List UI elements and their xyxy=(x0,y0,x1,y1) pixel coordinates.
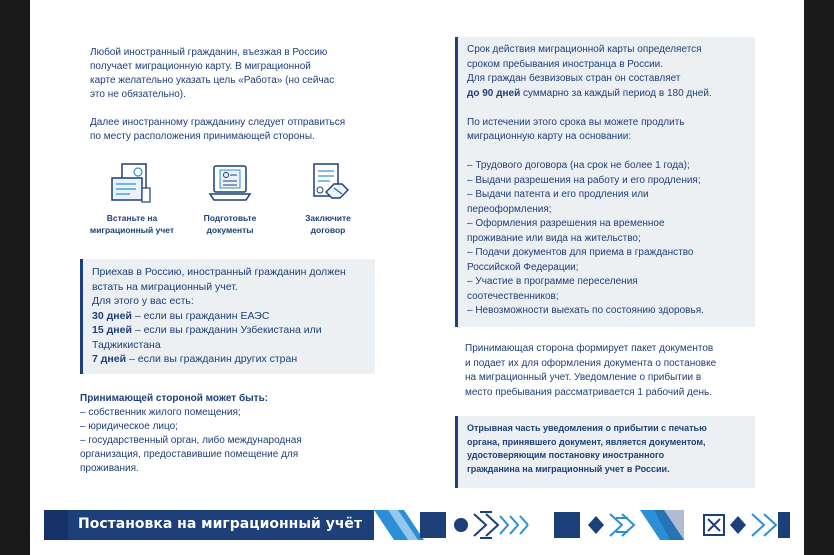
deadline-text: Таджикистана xyxy=(92,338,161,351)
list-item: Российской Федерации; xyxy=(467,261,579,273)
step-sign-contract xyxy=(278,162,378,236)
registration-deadlines-box xyxy=(80,259,375,374)
contract-handshake-icon xyxy=(304,162,352,206)
term-bold: до 90 дней xyxy=(467,87,521,99)
notice-line: гражданина на миграционный учет в России. xyxy=(467,463,670,474)
intro-paragraph-1 xyxy=(90,46,370,102)
list-item: – Оформления разрешения на временное xyxy=(467,218,665,229)
box-line: встать на миграционный учет. xyxy=(92,280,238,293)
host-documents-paragraph xyxy=(465,342,745,400)
list-item: переоформления; xyxy=(467,203,552,215)
notice-box xyxy=(455,416,755,488)
box-line: По истечении этого срока вы можете продлить xyxy=(467,116,685,128)
step-label-line: Заключите xyxy=(305,213,351,223)
deadline-other xyxy=(92,352,367,367)
deadline-text: – если вы гражданин Узбекистана или xyxy=(131,324,322,336)
list-item: – Выдачи патента и его продления или xyxy=(467,189,649,200)
box-line: Для граждан безвизовых стран он составляет xyxy=(467,73,681,84)
intro1-line: это не обязательно). xyxy=(90,89,186,100)
box-line: Срок действия миграционной карты определяется xyxy=(467,44,702,55)
host-line: проживания. xyxy=(80,463,139,474)
intro1-line: Любой иностранный гражданин, въезжая в Россию xyxy=(90,47,328,58)
brochure-page xyxy=(30,0,804,555)
footer-title: Постановка на миграционный учёт xyxy=(78,516,363,532)
box-line: сроком пребывания иностранца в России. xyxy=(467,58,664,70)
host-line: организация, предоставившие помещение для xyxy=(80,449,299,460)
host-line: – юридическое лицо; xyxy=(80,421,178,432)
list-item: – Выдачи разрешения на работу и его продления; xyxy=(467,174,701,186)
step-label-line: договор xyxy=(310,225,346,235)
step-label-line: миграционный учет xyxy=(89,225,175,235)
paragraph-line: Принимающая сторона формирует пакет документов xyxy=(465,343,714,354)
intro-paragraph-2 xyxy=(90,116,370,144)
deadline-text: – если вы гражданин ЕАЭС xyxy=(131,309,270,322)
deadline-uzbekistan xyxy=(92,323,367,338)
host-heading: Принимающей стороной может быть: xyxy=(80,393,269,404)
list-item: проживание или вида на жительство; xyxy=(467,232,641,244)
box-line: Для этого у вас есть: xyxy=(92,295,194,307)
step-register xyxy=(82,162,182,236)
box-line xyxy=(467,87,747,102)
intro1-line: карте желательно указать цель «Работа» (но сейчас xyxy=(90,75,335,86)
list-item: – Участие в программе переселения xyxy=(467,276,638,287)
box-line: миграционную карту на основании: xyxy=(467,131,632,142)
paragraph-line: на миграционный учет. Уведомление о прибытии в xyxy=(465,372,702,383)
host-line: – государственный орган, либо международная xyxy=(80,435,302,446)
intro2-line: по месту расположения принимающей стороны. xyxy=(90,131,315,142)
list-item: – Невозможности выехать по состоянию здоровья. xyxy=(467,305,704,316)
paragraph-line: и подает их для оформления документа о постановке xyxy=(465,357,717,369)
migration-card-box xyxy=(455,37,755,327)
step-label-line: Встаньте на xyxy=(106,213,158,223)
box-line: Приехав в Россию, иностранный гражданин должен xyxy=(92,266,346,278)
footer-banner xyxy=(44,510,790,540)
term-text: суммарно за каждый период в 180 дней. xyxy=(520,87,712,99)
paragraph-line: место пребывания рассматривается 1 рабочий день. xyxy=(465,386,712,398)
deadline-days: 15 дней xyxy=(92,324,132,336)
host-line: – собственник жилого помещения; xyxy=(80,407,241,418)
deadline-eaeu xyxy=(92,309,367,324)
list-item: – Подачи документов для приема в гражданство xyxy=(467,247,694,258)
list-item: соотечественников; xyxy=(467,290,559,302)
step-register-label xyxy=(82,212,182,236)
title-square xyxy=(44,510,68,540)
ornament-pattern xyxy=(374,510,790,540)
deadline-days: 7 дней xyxy=(92,353,127,365)
laptop-documents-icon xyxy=(206,162,254,206)
notice-line: Отрывная часть уведомления о прибытии с печатью xyxy=(467,423,707,433)
notice-line: удостоверяющим постановку иностранного xyxy=(467,450,665,460)
step-label-line: документы xyxy=(206,225,254,235)
list-item: – Трудового договора (на срок не более 1 года); xyxy=(467,160,690,171)
footer-title-bar xyxy=(44,510,374,540)
intro1-line: получает миграционную карту. В миграционной xyxy=(90,61,311,72)
intro2-line: Далее иностранному гражданину следует отправиться xyxy=(90,117,346,128)
registration-document-icon xyxy=(108,162,156,206)
host-party-section xyxy=(80,392,360,476)
step-contract-label xyxy=(278,212,378,236)
deadline-days: 30 дней xyxy=(92,309,132,322)
step-prepare-label xyxy=(180,212,280,236)
deadline-text: – если вы гражданин других стран xyxy=(126,353,298,365)
notice-line: органа, принявшего документ, является документом, xyxy=(467,436,706,447)
step-prepare-documents xyxy=(180,162,280,236)
step-label-line: Подготовьте xyxy=(203,213,257,223)
